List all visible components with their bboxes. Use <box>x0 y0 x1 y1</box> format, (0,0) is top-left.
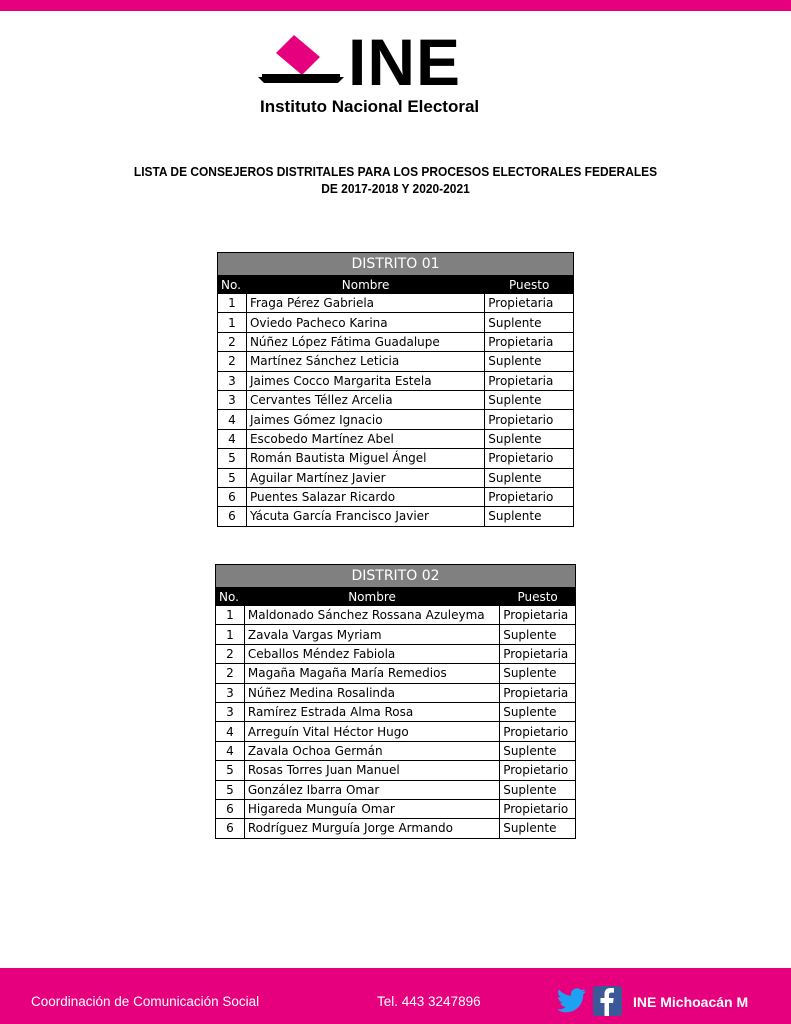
row-name: Magaña Magaña María Remedios <box>244 664 499 683</box>
row-number: 1 <box>218 313 247 332</box>
table-row <box>216 644 576 663</box>
table-row <box>216 702 576 721</box>
table-row <box>218 371 574 390</box>
table-row <box>216 664 576 683</box>
row-position: Suplente <box>500 664 576 683</box>
row-name: Jaimes Cocco Margarita Estela <box>246 371 484 390</box>
table-row <box>218 468 574 487</box>
district-title: DISTRITO 02 <box>216 565 576 588</box>
row-position: Propietario <box>485 487 574 506</box>
row-position: Suplente <box>485 352 574 371</box>
column-header-nombre: Nombre <box>246 276 484 294</box>
row-number: 5 <box>216 780 245 799</box>
column-header-no: No. <box>218 276 247 294</box>
row-position: Suplente <box>500 780 576 799</box>
row-number: 2 <box>216 664 245 683</box>
row-position: Propietario <box>500 761 576 780</box>
table-row <box>216 780 576 799</box>
row-position: Propietaria <box>500 644 576 663</box>
row-number: 3 <box>216 702 245 721</box>
column-header-nombre: Nombre <box>244 588 499 606</box>
logo-wordmark: INE <box>348 25 462 99</box>
row-position: Propietaria <box>500 606 576 625</box>
table-row <box>218 449 574 468</box>
row-name: Escobedo Martínez Abel <box>246 429 484 448</box>
row-position: Suplente <box>500 741 576 760</box>
document-title-line2: DE 2017-2018 Y 2020-2021 <box>321 181 470 196</box>
row-position: Propietaria <box>485 294 574 313</box>
row-position: Propietaria <box>485 332 574 351</box>
column-header-no: No. <box>216 588 245 606</box>
institution-name: Instituto Nacional Electoral <box>260 97 480 116</box>
top-accent-bar <box>0 0 791 11</box>
row-number: 5 <box>218 468 247 487</box>
district-01-table <box>217 252 574 527</box>
row-number: 3 <box>218 390 247 409</box>
row-position: Suplente <box>500 625 576 644</box>
table-row <box>216 606 576 625</box>
district-title: DISTRITO 01 <box>218 253 574 276</box>
row-position: Suplente <box>485 390 574 409</box>
row-number: 1 <box>218 294 247 313</box>
table-row <box>218 410 574 429</box>
row-position: Propietario <box>485 449 574 468</box>
document-title-line1: LISTA DE CONSEJEROS DISTRITALES PARA LOS PROCESOS ELECTORALES FEDERALES <box>133 164 658 179</box>
row-number: 5 <box>216 761 245 780</box>
row-number: 4 <box>216 722 245 741</box>
row-name: Ceballos Méndez Fabiola <box>244 644 499 663</box>
footer-phone: Tel. 443 3247896 <box>377 994 481 1009</box>
facebook-glyph-icon <box>593 986 622 1016</box>
table-row <box>216 819 576 838</box>
row-number: 6 <box>216 799 245 818</box>
table-row <box>216 799 576 818</box>
twitter-icon[interactable] <box>557 988 587 1014</box>
row-number: 2 <box>218 352 247 371</box>
row-number: 4 <box>218 429 247 448</box>
row-number: 3 <box>216 683 245 702</box>
row-position: Propietario <box>500 722 576 741</box>
row-name: Martínez Sánchez Leticia <box>246 352 484 371</box>
table-row <box>218 487 574 506</box>
footer-brand: INE Michoacán M <box>633 994 749 1010</box>
row-name: Zavala Vargas Myriam <box>244 625 499 644</box>
row-name: Ramírez Estrada Alma Rosa <box>244 702 499 721</box>
row-name: Zavala Ochoa Germán <box>244 741 499 760</box>
row-position: Propietario <box>485 410 574 429</box>
ine-logo <box>258 25 526 119</box>
table-row <box>216 722 576 741</box>
row-name: Maldonado Sánchez Rossana Azuleyma <box>244 606 499 625</box>
row-position: Suplente <box>500 702 576 721</box>
table-row <box>218 313 574 332</box>
row-name: Núñez López Fátima Guadalupe <box>246 332 484 351</box>
row-number: 1 <box>216 606 245 625</box>
row-name: Yácuta García Francisco Javier <box>246 507 484 526</box>
row-name: Román Bautista Miguel Ángel <box>246 449 484 468</box>
district-02-table <box>215 564 576 839</box>
ballot-box-logo-icon <box>258 35 344 85</box>
row-position: Suplente <box>500 819 576 838</box>
row-number: 6 <box>218 487 247 506</box>
row-number: 4 <box>216 741 245 760</box>
row-number: 6 <box>218 507 247 526</box>
footer-coordination: Coordinación de Comunicación Social <box>31 994 260 1009</box>
row-name: Arreguín Vital Héctor Hugo <box>244 722 499 741</box>
row-name: Higareda Munguía Omar <box>244 799 499 818</box>
row-name: Núñez Medina Rosalinda <box>244 683 499 702</box>
row-number: 3 <box>218 371 247 390</box>
table-row <box>218 352 574 371</box>
row-position: Suplente <box>485 313 574 332</box>
row-name: Jaimes Gómez Ignacio <box>246 410 484 429</box>
row-name: Aguilar Martínez Javier <box>246 468 484 487</box>
row-position: Suplente <box>485 468 574 487</box>
row-name: Fraga Pérez Gabriela <box>246 294 484 313</box>
row-position: Suplente <box>485 507 574 526</box>
row-number: 6 <box>216 819 245 838</box>
row-number: 1 <box>216 625 245 644</box>
table-row <box>216 625 576 644</box>
row-name: Puentes Salazar Ricardo <box>246 487 484 506</box>
facebook-icon[interactable] <box>593 986 622 1016</box>
table-row <box>218 390 574 409</box>
column-header-puesto: Puesto <box>500 588 576 606</box>
row-name: Rosas Torres Juan Manuel <box>244 761 499 780</box>
row-position: Propietario <box>500 799 576 818</box>
table-row <box>216 741 576 760</box>
row-number: 4 <box>218 410 247 429</box>
table-row <box>218 429 574 448</box>
row-name: Oviedo Pacheco Karina <box>246 313 484 332</box>
row-name: Rodríguez Murguía Jorge Armando <box>244 819 499 838</box>
table-row <box>218 507 574 526</box>
column-header-puesto: Puesto <box>485 276 574 294</box>
row-number: 5 <box>218 449 247 468</box>
table-row <box>218 332 574 351</box>
row-name: González Ibarra Omar <box>244 780 499 799</box>
row-position: Propietaria <box>485 371 574 390</box>
row-position: Propietaria <box>500 683 576 702</box>
table-row <box>216 683 576 702</box>
table-row <box>216 761 576 780</box>
row-number: 2 <box>216 644 245 663</box>
row-name: Cervantes Téllez Arcelia <box>246 390 484 409</box>
table-row <box>218 294 574 313</box>
row-position: Suplente <box>485 429 574 448</box>
row-number: 2 <box>218 332 247 351</box>
